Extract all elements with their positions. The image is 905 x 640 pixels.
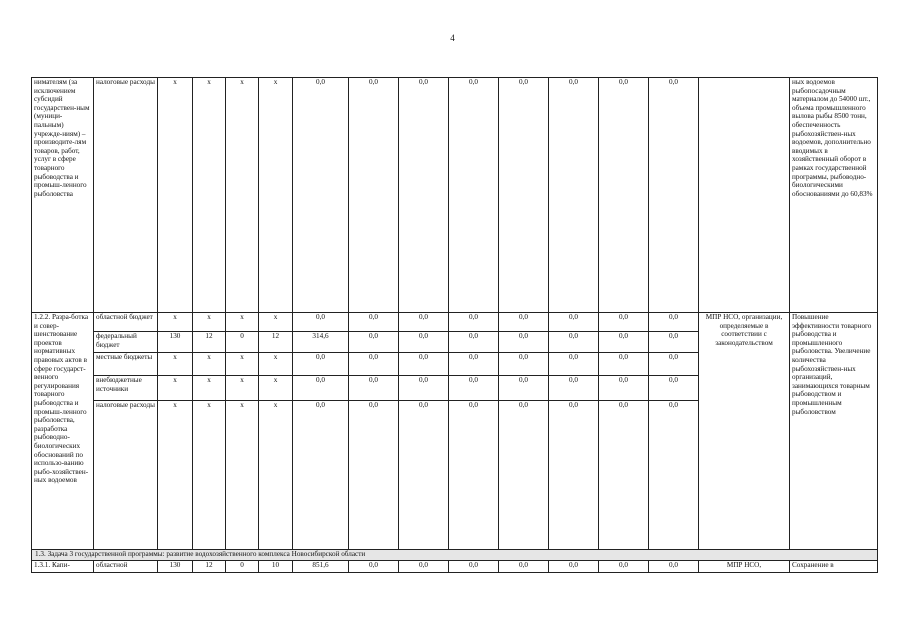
value-cell: x bbox=[193, 401, 226, 550]
value-cell: 0,0 bbox=[549, 313, 599, 332]
value-cell: x bbox=[259, 401, 293, 550]
value-cell: 0,0 bbox=[499, 376, 549, 401]
value-cell: 0,0 bbox=[349, 401, 399, 550]
value-cell: 0,0 bbox=[599, 313, 649, 332]
value-cell: 0,0 bbox=[349, 561, 399, 573]
value-cell: 0,0 bbox=[599, 353, 649, 376]
value-cell: 0,0 bbox=[349, 78, 399, 313]
value-cell: 0,0 bbox=[499, 561, 549, 573]
funding-source-cell: внебюджетные источники bbox=[94, 376, 158, 401]
program-table bbox=[31, 77, 878, 573]
table-row bbox=[32, 313, 878, 332]
value-cell: x bbox=[226, 353, 259, 376]
value-cell: 0,0 bbox=[599, 561, 649, 573]
measure-name-cell: 1.3.1. Капи- bbox=[32, 561, 94, 573]
value-cell: 0,0 bbox=[499, 401, 549, 550]
value-cell: 0,0 bbox=[399, 376, 449, 401]
section-heading: 1.3. Задача 3 государственной программы: развитие водохозяйственного комплекса Новосибирской области bbox=[32, 550, 878, 561]
value-cell: 0 bbox=[226, 332, 259, 353]
value-cell: x bbox=[158, 401, 193, 550]
value-cell: 0,0 bbox=[499, 313, 549, 332]
value-cell: 0,0 bbox=[549, 561, 599, 573]
value-cell: 12 bbox=[259, 332, 293, 353]
measure-name-cell: 1.2.2. Разра-ботка и совер-шенствование проектов нормативных правовых актов в сфере государст-венного регулирования товарного рыбоводства и промыш-ленного рыболовства, разработка рыбоводно-биологических обоснований по использо-ванию рыбо-хозяйствен-ных водоемов bbox=[32, 313, 94, 550]
value-cell: 0,0 bbox=[649, 353, 699, 376]
value-cell: x bbox=[193, 78, 226, 313]
value-cell: 0,0 bbox=[449, 78, 499, 313]
value-cell: 0,0 bbox=[549, 332, 599, 353]
value-cell: 0,0 bbox=[599, 332, 649, 353]
value-cell: 0,0 bbox=[293, 313, 349, 332]
value-cell: 0,0 bbox=[449, 353, 499, 376]
value-cell: 0,0 bbox=[549, 353, 599, 376]
value-cell: 0,0 bbox=[649, 401, 699, 550]
result-cell: Сохранение в bbox=[790, 561, 878, 573]
funding-source-cell: налоговые расходы bbox=[94, 401, 158, 550]
value-cell: 0,0 bbox=[549, 78, 599, 313]
value-cell: 0,0 bbox=[293, 401, 349, 550]
value-cell: 0,0 bbox=[649, 561, 699, 573]
value-cell: x bbox=[226, 376, 259, 401]
value-cell: 851,6 bbox=[293, 561, 349, 573]
executor-cell bbox=[699, 78, 790, 313]
value-cell: 0,0 bbox=[449, 332, 499, 353]
result-cell: ных водоемов рыбопосадочным материалом до 54000 шт., объема промышленного вылова рыбы 8500 тонн, обеспеченность рыбохозяйствен-ных водоемов, дополнительно вводимых в хозяйственный оборот в рамках государственной программы, рыбоводно-биологическими обоснованиями до 60,83% bbox=[790, 78, 878, 313]
value-cell: 130 bbox=[158, 332, 193, 353]
value-cell: 0,0 bbox=[449, 561, 499, 573]
value-cell: 0,0 bbox=[599, 376, 649, 401]
value-cell: 0,0 bbox=[349, 376, 399, 401]
page-number: 4 bbox=[450, 33, 455, 43]
value-cell: 314,6 bbox=[293, 332, 349, 353]
value-cell: x bbox=[259, 376, 293, 401]
value-cell: 0,0 bbox=[599, 78, 649, 313]
value-cell: x bbox=[259, 78, 293, 313]
value-cell: 0,0 bbox=[399, 78, 449, 313]
value-cell: 0,0 bbox=[349, 353, 399, 376]
value-cell: x bbox=[226, 401, 259, 550]
value-cell: 0,0 bbox=[649, 376, 699, 401]
table-body bbox=[32, 78, 878, 573]
value-cell: 0,0 bbox=[293, 376, 349, 401]
measure-name-cell: нимателям (за исключением субсидий государствен-ным (муници-пальным) учрежде-ниям) – производите-лям товаров, работ, услуг в сфере товарного рыбоводства и промыш-ленного рыболовства bbox=[32, 78, 94, 313]
value-cell: 0,0 bbox=[449, 313, 499, 332]
value-cell: 0,0 bbox=[549, 401, 599, 550]
value-cell: x bbox=[226, 313, 259, 332]
value-cell: 0,0 bbox=[399, 561, 449, 573]
value-cell: 0,0 bbox=[449, 401, 499, 550]
value-cell: 0,0 bbox=[499, 332, 549, 353]
value-cell: x bbox=[158, 313, 193, 332]
value-cell: 0,0 bbox=[649, 313, 699, 332]
table-row bbox=[32, 561, 878, 573]
value-cell: x bbox=[193, 353, 226, 376]
value-cell: x bbox=[226, 78, 259, 313]
value-cell: 0,0 bbox=[649, 78, 699, 313]
value-cell: 0,0 bbox=[449, 376, 499, 401]
result-cell: Повышение эффективности товарного рыбоводства и промышленного рыболовства. Увеличение количества рыбохозяйствен-ных организаций, занимающихся товарным рыбоводством и промышленным рыболовством bbox=[790, 313, 878, 550]
value-cell: 10 bbox=[259, 561, 293, 573]
executor-cell: МПР НСО, bbox=[699, 561, 790, 573]
value-cell: 0,0 bbox=[349, 332, 399, 353]
funding-source-cell: местные бюджеты bbox=[94, 353, 158, 376]
value-cell: 0 bbox=[226, 561, 259, 573]
value-cell: x bbox=[193, 313, 226, 332]
funding-source-cell: налоговые расходы bbox=[94, 78, 158, 313]
value-cell: 0,0 bbox=[349, 313, 399, 332]
value-cell: 0,0 bbox=[499, 78, 549, 313]
value-cell: 0,0 bbox=[293, 353, 349, 376]
executor-cell: МПР НСО, организации, определяемые в соответствии с законодательством bbox=[699, 313, 790, 550]
value-cell: 12 bbox=[193, 332, 226, 353]
table-row bbox=[32, 78, 878, 313]
value-cell: 0,0 bbox=[399, 313, 449, 332]
value-cell: 0,0 bbox=[399, 353, 449, 376]
value-cell: 0,0 bbox=[293, 78, 349, 313]
value-cell: 0,0 bbox=[399, 332, 449, 353]
funding-source-cell: областной бюджет bbox=[94, 313, 158, 332]
table-row bbox=[32, 550, 878, 561]
value-cell: 0,0 bbox=[649, 332, 699, 353]
value-cell: x bbox=[193, 376, 226, 401]
value-cell: 0,0 bbox=[599, 401, 649, 550]
value-cell: x bbox=[158, 78, 193, 313]
value-cell: x bbox=[259, 353, 293, 376]
funding-source-cell: областной bbox=[94, 561, 158, 573]
funding-source-cell: федеральный бюджет bbox=[94, 332, 158, 353]
value-cell: x bbox=[259, 313, 293, 332]
value-cell: 130 bbox=[158, 561, 193, 573]
value-cell: 0,0 bbox=[549, 376, 599, 401]
value-cell: x bbox=[158, 376, 193, 401]
value-cell: x bbox=[158, 353, 193, 376]
value-cell: 12 bbox=[193, 561, 226, 573]
value-cell: 0,0 bbox=[499, 353, 549, 376]
value-cell: 0,0 bbox=[399, 401, 449, 550]
